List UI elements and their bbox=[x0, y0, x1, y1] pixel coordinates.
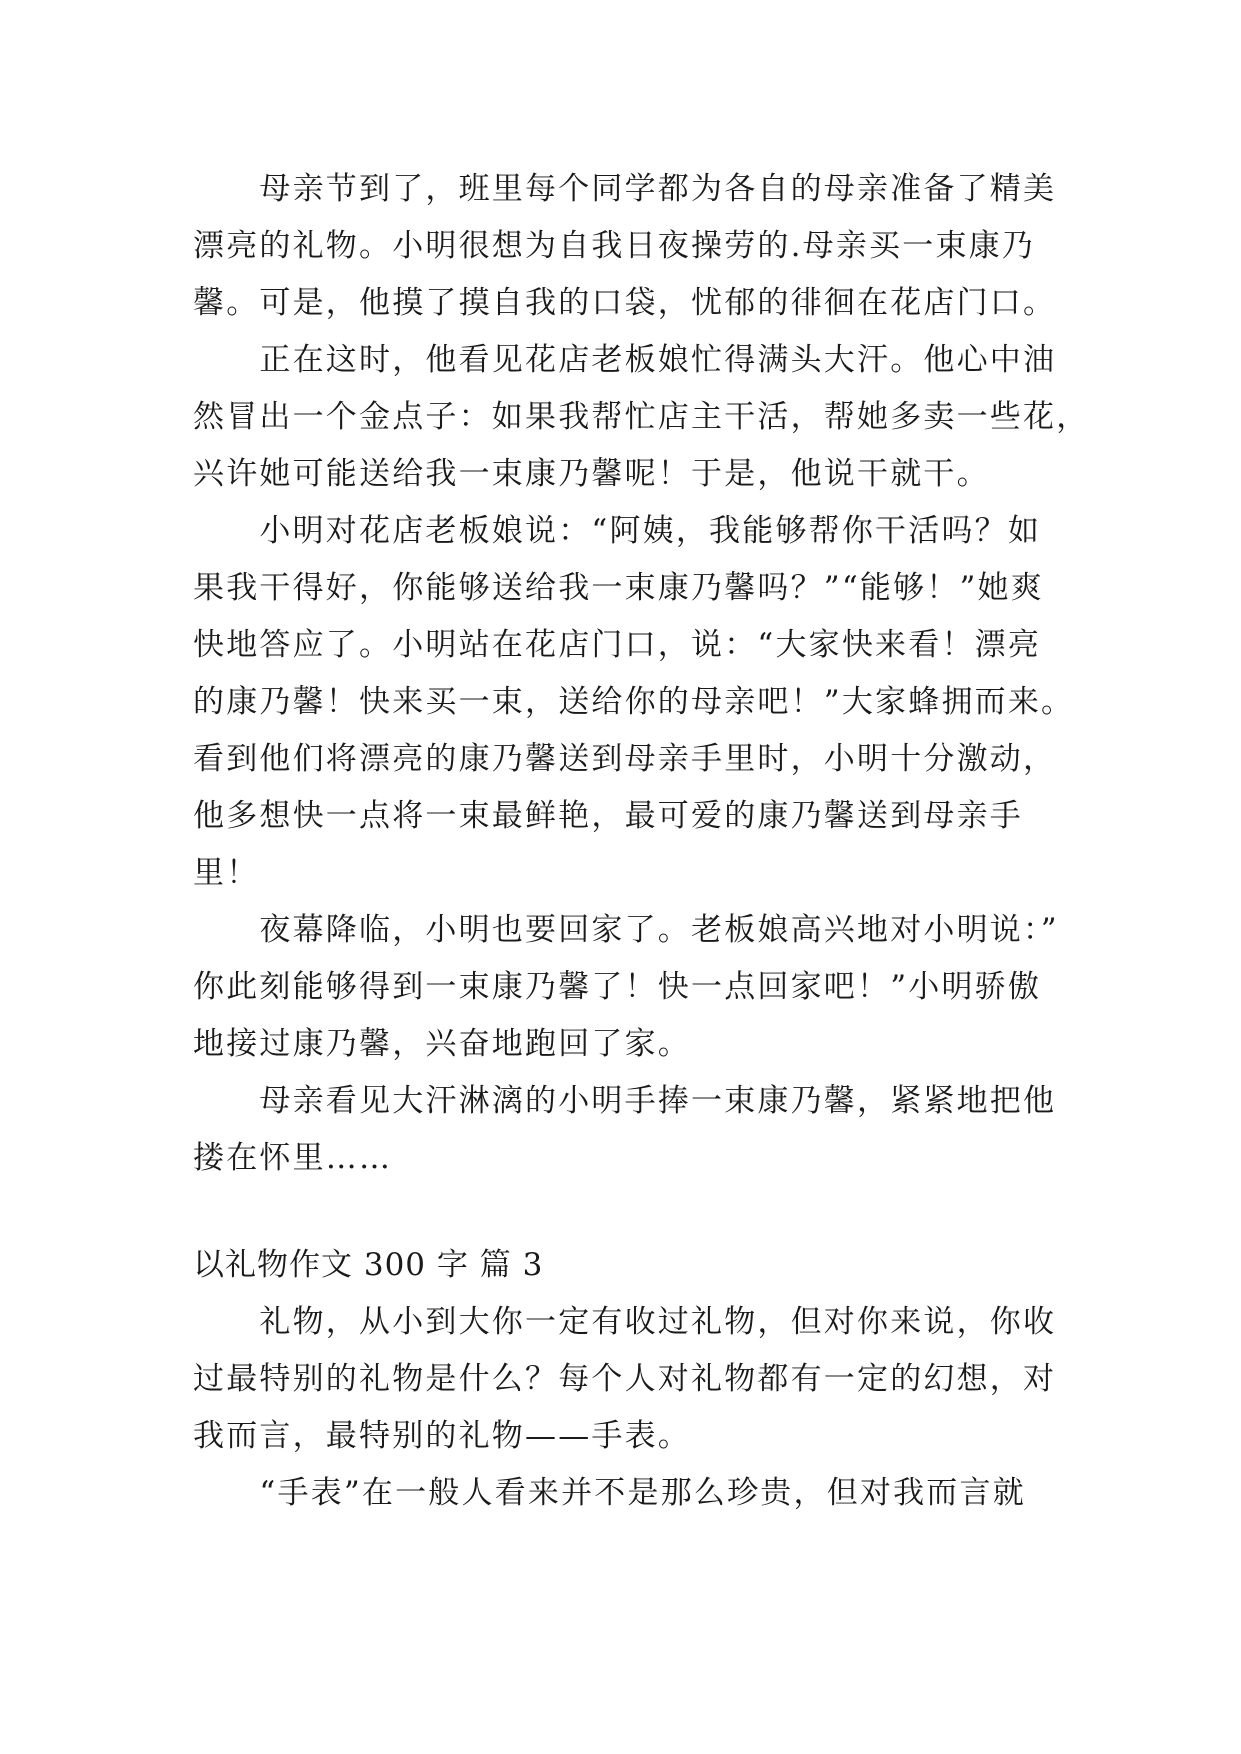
text-line: 正在这时，他看见花店老板娘忙得满头大汗。他心中油 bbox=[193, 342, 1057, 378]
text-line: 馨。可是，他摸了摸自我的口袋，忧郁的徘徊在花店门口。 bbox=[193, 285, 1057, 321]
text-line: 的康乃馨！快来买一束，送给你的母亲吧！”大家蜂拥而来。 bbox=[193, 684, 1075, 720]
text-line: 母亲节到了，班里每个同学都为各自的母亲准备了精美 bbox=[193, 171, 1057, 207]
text-line: 看到他们将漂亮的康乃馨送到母亲手里时，小明十分激动， bbox=[193, 741, 1057, 777]
text-line: 漂亮的礼物。小明很想为自我日夜操劳的.母亲买一束康乃 bbox=[193, 228, 1036, 264]
text-line: 母亲看见大汗淋漓的小明手捧一束康乃馨，紧紧地把他 bbox=[193, 1083, 1057, 1119]
text-line: 地接过康乃馨，兴奋地跑回了家。 bbox=[193, 1026, 691, 1062]
section-heading: 以礼物作文 300 字 篇 3 bbox=[193, 1247, 544, 1283]
text-line: 礼物，从小到大你一定有收过礼物，但对你来说，你收 bbox=[193, 1304, 1057, 1340]
text-line: 他多想快一点将一束最鲜艳，最可爱的康乃馨送到母亲手 bbox=[193, 798, 1023, 834]
text-line: 我而言，最特别的礼物——手表。 bbox=[193, 1418, 691, 1454]
text-line: 然冒出一个金点子：如果我帮忙店主干活，帮她多卖一些花， bbox=[193, 399, 1090, 435]
text-line: 夜幕降临，小明也要回家了。老板娘高兴地对小明说：” bbox=[193, 912, 1059, 948]
text-line: 兴许她可能送给我一束康乃馨呢！于是，他说干就干。 bbox=[193, 456, 990, 492]
text-line: 过最特别的礼物是什么？每个人对礼物都有一定的幻想，对 bbox=[193, 1361, 1057, 1397]
text-line: 里！ bbox=[193, 855, 260, 891]
text-line: 你此刻能够得到一束康乃馨了！快一点回家吧！”小明骄傲 bbox=[193, 969, 1042, 1005]
text-line: 果我干得好，你能够送给我一束康乃馨吗？”“能够！”她爽 bbox=[193, 570, 1044, 606]
text-line: 搂在怀里…… bbox=[193, 1140, 393, 1176]
text-line: 小明对花店老板娘说：“阿姨，我能够帮你干活吗？如 bbox=[193, 513, 1042, 549]
text-line: “手表”在一般人看来并不是那么珍贵，但对我而言就 bbox=[193, 1475, 1026, 1511]
text-line: 快地答应了。小明站在花店门口，说：“大家快来看！漂亮 bbox=[193, 627, 1042, 663]
